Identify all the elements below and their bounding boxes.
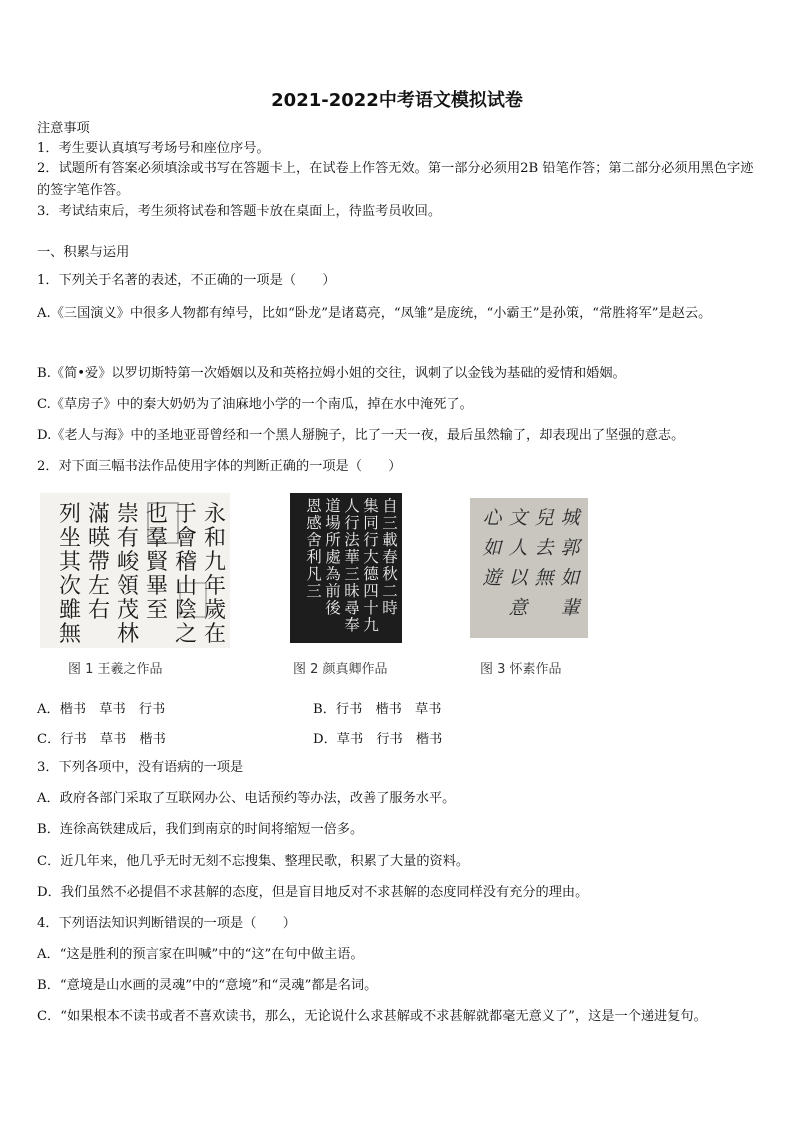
figure-2-column: 自三載春秋二時	[382, 497, 398, 617]
q4-option-b: B．“意境是山水画的灵魂”中的“意境”和“灵魂”都是名词。	[37, 978, 378, 993]
page-title: 2021-2022中考语文模拟试卷	[271, 90, 523, 111]
figure-3-column: 城郭如輩	[560, 507, 580, 619]
q4-stem: 4．下列语法知识判断错误的一项是（ ）	[37, 916, 296, 931]
figure-3-column: 兒去無	[534, 507, 554, 589]
q1-option-c: C.《草房子》中的秦大奶奶为了油麻地小学的一个南瓜，掉在水中淹死了。	[37, 397, 473, 412]
figure-3-column: 心如遊	[482, 507, 502, 589]
calligraphy-figure-2	[290, 493, 402, 643]
figure-3-column: 文人以意	[508, 507, 528, 619]
figure-1-column: 列坐其次雖無	[58, 502, 82, 647]
figure-2-column: 恩感舍利凡三	[306, 497, 322, 600]
figure-2-column: 道場所處為前後	[325, 497, 341, 617]
q1-option-b: B.《简•爱》以罗切斯特第一次婚姻以及和英格拉姆小姐的交往，讽刺了以金钱为基础的爱情和婚姻。	[37, 366, 626, 381]
figure-2-column: 集同行大德四十九	[363, 497, 379, 634]
section-heading: 一、积累与运用	[37, 245, 130, 260]
q2-option-b: B．行书 楷书 草书	[313, 702, 442, 717]
q3-option-d: D．我们虽然不必提倡不求甚解的态度，但是盲目地反对不求甚解的态度同样没有充分的理由。	[37, 885, 589, 900]
q1-option-a: A.《三国演义》中很多人物都有绰号，比如“卧龙”是诸葛亮，“凤雏”是庞统，“小霸王”是孙策，“常胜将军”是赵云。	[37, 306, 712, 321]
notice-item-3: 3．考试结束后，考生须将试卷和答题卡放在桌面上，待监考员收回。	[37, 204, 442, 219]
q2-stem: 2．对下面三幅书法作品使用字体的判断正确的一项是（ ）	[37, 459, 402, 474]
q4-option-c: C．“如果根本不读书或者不喜欢读书，那么，无论说什么求甚解或不求甚解就都毫无意义了”，这是一个递进复句。	[37, 1009, 707, 1024]
calligraphy-figure-3	[470, 498, 588, 638]
figure-2-column: 人行法華三昧尋奉	[344, 497, 360, 634]
q1-stem: 1．下列关于名著的表述，不正确的一项是（ ）	[37, 273, 336, 288]
figure-1-column: 于會稽山陰之	[174, 502, 198, 647]
q4-option-a: A．“这是胜利的预言家在叫喊”中的“这”在句中做主语。	[37, 947, 364, 962]
figure-1-column: 滿暎帶左右	[87, 502, 111, 623]
notice-heading: 注意事项	[37, 121, 90, 136]
figure-1-column: 永和九年歲在	[203, 502, 227, 647]
calligraphy-figure-1	[40, 493, 230, 648]
q2-option-c: C．行书 草书 楷书	[37, 732, 166, 747]
q3-stem: 3．下列各项中，没有语病的一项是	[37, 760, 244, 775]
notice-item-2: 2．试题所有答案必须填涂或书写在答题卡上，在试卷上作答无效。第一部分必须用2B 铅笔作答；第二部分必须用黑色字迹的签字笔作答。	[37, 161, 754, 198]
q3-option-a: A．政府各部门采取了互联网办公、电话预约等办法，改善了服务水平。	[37, 791, 456, 806]
figure-1-caption: 图 1 王羲之作品	[68, 662, 163, 677]
figure-1-column: 也羣賢畢至	[145, 502, 169, 623]
q2-option-a: A．楷书 草书 行书	[37, 702, 166, 717]
q3-option-c: C．近几年来，他几乎无时无刻不忘搜集、整理民歌，积累了大量的资料。	[37, 854, 470, 869]
figure-3-caption: 图 3 怀素作品	[480, 662, 562, 677]
notice-item-1: 1．考生要认真填写考场号和座位序号。	[37, 141, 270, 156]
figure-2-caption: 图 2 颜真卿作品	[293, 662, 388, 677]
q1-option-d: D.《老人与海》中的圣地亚哥曾经和一个黑人掰腕子，比了一天一夜，最后虽然输了，却表现出了坚强的意志。	[37, 428, 685, 443]
figure-1-column: 崇有峻領茂林	[116, 502, 140, 647]
q3-option-b: B．连徐高铁建成后，我们到南京的时间将缩短一倍多。	[37, 822, 364, 837]
q2-option-d: D．草书 行书 楷书	[313, 732, 443, 747]
